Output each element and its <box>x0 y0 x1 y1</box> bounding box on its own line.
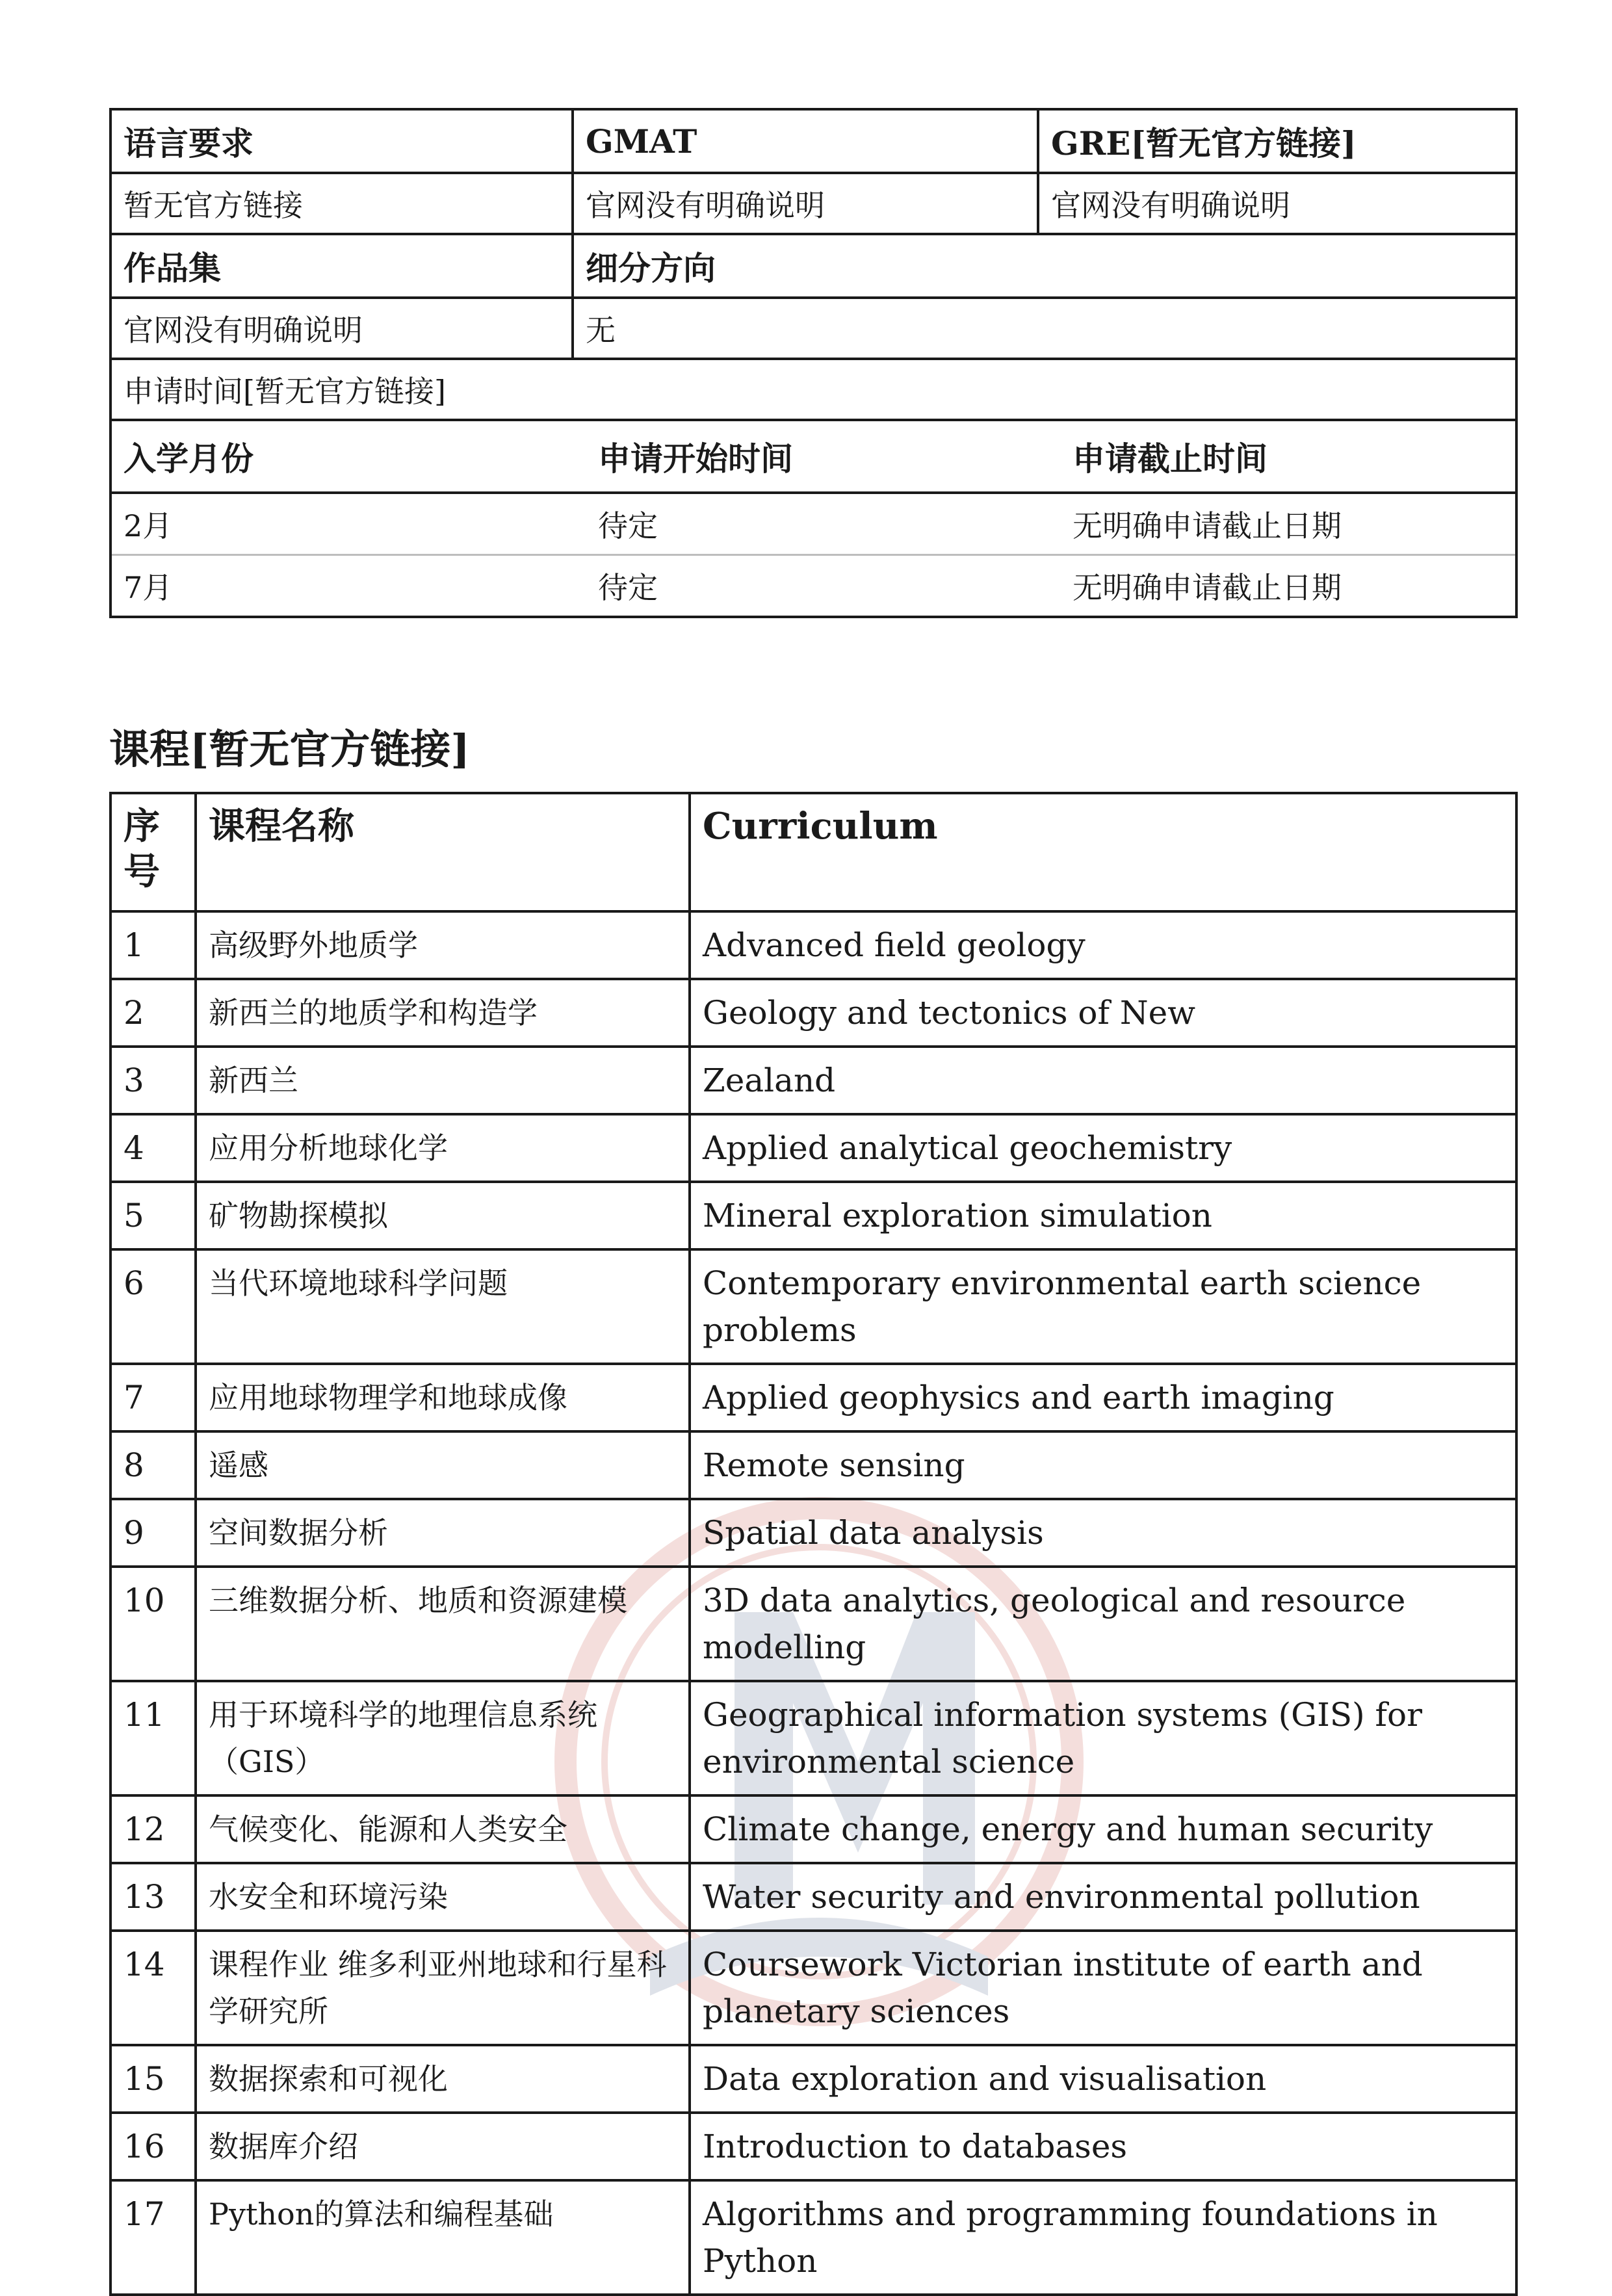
course-name-en: Advanced field geology <box>690 911 1516 979</box>
course-name-en: Zealand <box>690 1047 1516 1114</box>
intake-month: 2月 <box>112 493 586 555</box>
intake-start: 待定 <box>586 493 1061 555</box>
course-name-en: Data exploration and visualisation <box>690 2045 1516 2113</box>
course-name-cn: 新西兰 <box>196 1047 690 1114</box>
direction-label: 细分方向 <box>573 234 1516 298</box>
course-no: 7 <box>110 1364 196 1431</box>
intake-header-start: 申请开始时间 <box>586 421 1061 493</box>
course-no: 17 <box>110 2180 196 2295</box>
course-row <box>110 1567 1516 1681</box>
language-label: 语言要求 <box>110 109 573 173</box>
intake-start: 待定 <box>598 570 658 605</box>
portfolio-header-row <box>110 234 1516 298</box>
course-name-cn: 水安全和环境污染 <box>196 1863 690 1931</box>
course-no: 11 <box>110 1681 196 1795</box>
course-name-cn: 遥感 <box>196 1431 690 1499</box>
course-row <box>110 2045 1516 2113</box>
header-no: 序号 <box>110 793 196 911</box>
course-name-cn: 三维数据分析、地质和资源建模 <box>196 1567 690 1681</box>
language-value: 暂无官方链接 <box>110 173 573 234</box>
course-name-cn: 高级野外地质学 <box>196 911 690 979</box>
course-name-en: Water security and environmental pollution <box>690 1863 1516 1931</box>
header-course-name: 课程名称 <box>196 793 690 911</box>
course-name-cn: 应用分析地球化学 <box>196 1114 690 1182</box>
course-row <box>110 1431 1516 1499</box>
portfolio-value-row <box>110 298 1516 359</box>
course-name-cn: 应用地球物理学和地球成像 <box>196 1364 690 1431</box>
intake-deadline: 无明确申请截止日期 <box>1061 493 1515 555</box>
course-name-en: Contemporary environmental earth science problems <box>690 1249 1516 1364</box>
gre-label: GRE[暂无官方链接] <box>1038 109 1516 173</box>
course-no: 13 <box>110 1863 196 1931</box>
course-name-cn: Python的算法和编程基础 <box>196 2180 690 2295</box>
course-no: 2 <box>110 979 196 1047</box>
course-no: 1 <box>110 911 196 979</box>
intake-header-deadline: 申请截止时间 <box>1061 421 1515 493</box>
header-curriculum: Curriculum <box>690 793 1516 911</box>
requirements-header-row <box>110 109 1516 173</box>
course-name-en: Introduction to databases <box>690 2113 1516 2180</box>
course-row <box>110 1863 1516 1931</box>
courses-body <box>110 911 1516 2295</box>
courses-header-row <box>110 793 1516 911</box>
course-name-en: Mineral exploration simulation <box>690 1182 1516 1249</box>
course-name-cn: 矿物勘探模拟 <box>196 1182 690 1249</box>
course-no: 14 <box>110 1931 196 2045</box>
intake-cell <box>110 420 1516 617</box>
course-no: 15 <box>110 2045 196 2113</box>
course-no: 12 <box>110 1795 196 1863</box>
application-time: 申请时间[暂无官方链接] <box>110 359 1516 420</box>
course-row <box>110 1364 1516 1431</box>
course-row <box>110 1795 1516 1863</box>
course-no: 9 <box>110 1499 196 1567</box>
course-no: 6 <box>110 1249 196 1364</box>
course-no: 3 <box>110 1047 196 1114</box>
portfolio-label: 作品集 <box>110 234 573 298</box>
intake-row-feb <box>112 493 1515 555</box>
course-name-en: Geographical information systems (GIS) for environmental science <box>690 1681 1516 1795</box>
course-row <box>110 1249 1516 1364</box>
gre-value: 官网没有明确说明 <box>1038 173 1516 234</box>
course-name-en: Algorithms and programming foundations in Python <box>690 2180 1516 2295</box>
requirements-value-row <box>110 173 1516 234</box>
courses-title: 课程[暂无官方链接] <box>109 725 470 773</box>
course-row <box>110 2180 1516 2295</box>
course-no: 5 <box>110 1182 196 1249</box>
course-row <box>110 2113 1516 2180</box>
course-name-cn: 空间数据分析 <box>196 1499 690 1567</box>
course-name-en: Climate change, energy and human security <box>690 1795 1516 1863</box>
course-name-cn: 气候变化、能源和人类安全 <box>196 1795 690 1863</box>
intake-month: 7月 <box>124 570 173 605</box>
gmat-label: GMAT <box>573 109 1038 173</box>
intake-deadline: 无明确申请截止日期 <box>1072 570 1342 605</box>
portfolio-value: 官网没有明确说明 <box>110 298 573 359</box>
course-row <box>110 1931 1516 2045</box>
course-name-cn: 新西兰的地质学和构造学 <box>196 979 690 1047</box>
courses-table <box>109 792 1518 2296</box>
course-name-en: Coursework Victorian institute of earth and planetary sciences <box>690 1931 1516 2045</box>
course-row <box>110 1047 1516 1114</box>
application-time-row <box>110 359 1516 420</box>
intake-header-row <box>112 421 1515 493</box>
course-name-cn: 数据库介绍 <box>196 2113 690 2180</box>
course-name-cn: 数据探索和可视化 <box>196 2045 690 2113</box>
course-row <box>110 911 1516 979</box>
course-no: 16 <box>110 2113 196 2180</box>
course-name-en: Applied analytical geochemistry <box>690 1114 1516 1182</box>
course-name-cn: 课程作业 维多利亚州地球和行星科学研究所 <box>196 1931 690 2045</box>
intake-row <box>110 420 1516 617</box>
intake-row-jul <box>112 555 1515 616</box>
course-no: 4 <box>110 1114 196 1182</box>
course-row <box>110 979 1516 1047</box>
course-no: 10 <box>110 1567 196 1681</box>
intake-table <box>112 421 1515 616</box>
course-row <box>110 1182 1516 1249</box>
course-name-en: Applied geophysics and earth imaging <box>690 1364 1516 1431</box>
course-name-cn: 用于环境科学的地理信息系统（GIS） <box>196 1681 690 1795</box>
course-row <box>110 1114 1516 1182</box>
gmat-value: 官网没有明确说明 <box>573 173 1038 234</box>
course-name-en: Spatial data analysis <box>690 1499 1516 1567</box>
course-name-cn: 当代环境地球科学问题 <box>196 1249 690 1364</box>
course-name-en: 3D data analytics, geological and resource modelling <box>690 1567 1516 1681</box>
intake-header-month: 入学月份 <box>112 421 586 493</box>
course-name-en: Remote sensing <box>690 1431 1516 1499</box>
requirements-table <box>109 108 1518 618</box>
course-row <box>110 1681 1516 1795</box>
course-row <box>110 1499 1516 1567</box>
course-name-en: Geology and tectonics of New <box>690 979 1516 1047</box>
course-no: 8 <box>110 1431 196 1499</box>
direction-value: 无 <box>573 298 1516 359</box>
